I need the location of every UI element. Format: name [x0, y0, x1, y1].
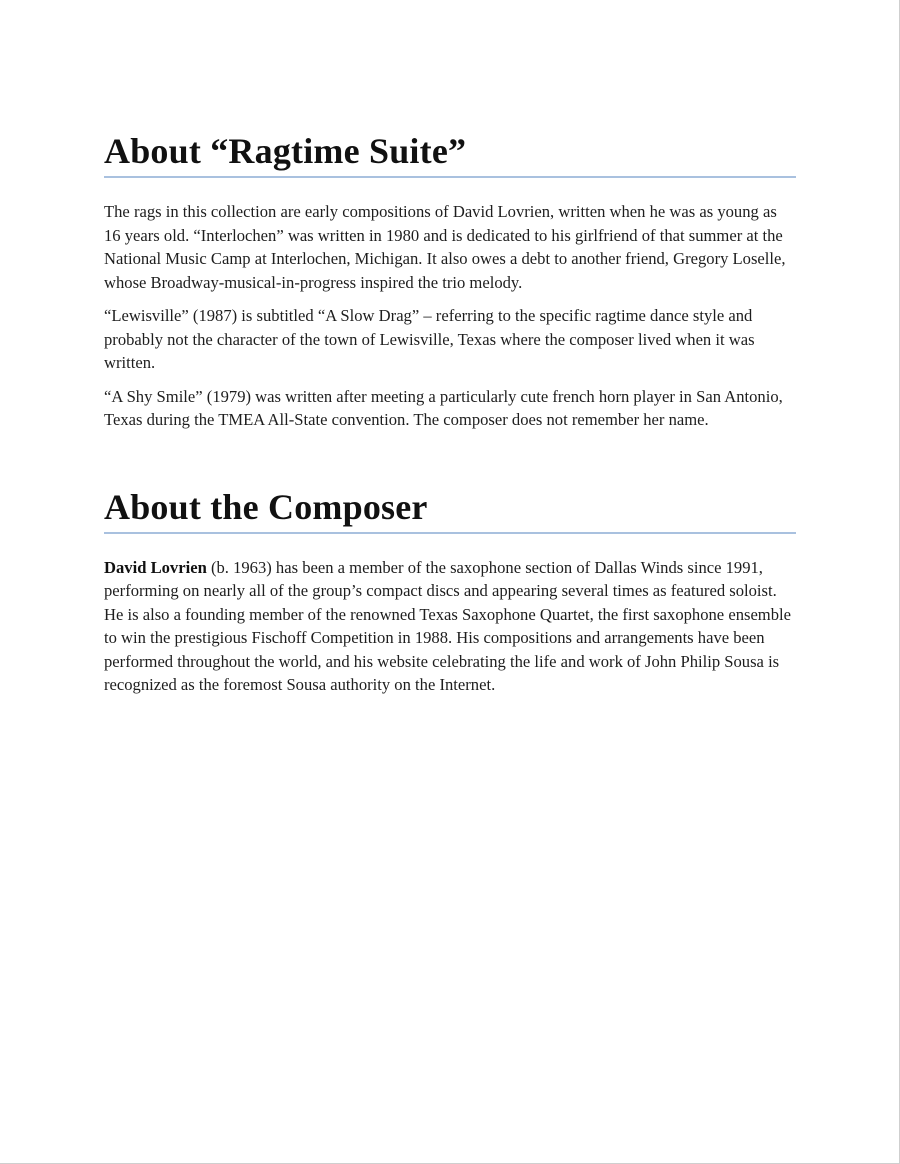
section-title-ragtime-suite: About “Ragtime Suite” — [104, 131, 467, 171]
composer-bio-text: (b. 1963) has been a member of the saxophone section of Dallas Winds since 1991, performing on nearly all of the group’s compact discs and appearing several times as featured soloist. He is also a founding member of the renowned Texas Saxophone Quartet, the first saxophone ensemble to win the prestigious Fischoff Competition in 1988. His compositions and arrangements have been performed throughout the world, and his website celebrating the life and work of John Philip Sousa is recognized as the foremost Sousa authority on the Internet. — [104, 557, 791, 694]
composer-name: David Lovrien — [104, 557, 207, 577]
section-spacer — [104, 442, 796, 484]
paragraph-rags-collection: The rags in this collection are early compositions of David Lovrien, written when he was as young as 16 years old. “Interlochen” was written in 1980 and is dedicated to his girlfriend of that summer at the National Music Camp at Interlochen, Michigan. It also owes a debt to another friend, Gregory Loselle, whose Broadway-musical-in-progress inspired the trio melody. — [104, 202, 786, 292]
document-content — [104, 128, 796, 707]
heading-underline — [104, 532, 796, 534]
paragraph-a-shy-smile: “A Shy Smile” (1979) was written after meeting a particularly cute french horn player in San Antonio, Texas during the TMEA All-State convention. The composer does not remember her name. — [104, 386, 783, 429]
paragraph-composer-bio — [104, 556, 796, 697]
section-title-about-composer: About the Composer — [104, 486, 428, 527]
paragraph-lewisville: “Lewisville” (1987) is subtitled “A Slow Drag” – referring to the specific ragtime dance style and probably not the character of the town of Lewisville, Texas where the composer lived when it was written. — [104, 306, 755, 372]
heading-underline — [104, 176, 796, 178]
